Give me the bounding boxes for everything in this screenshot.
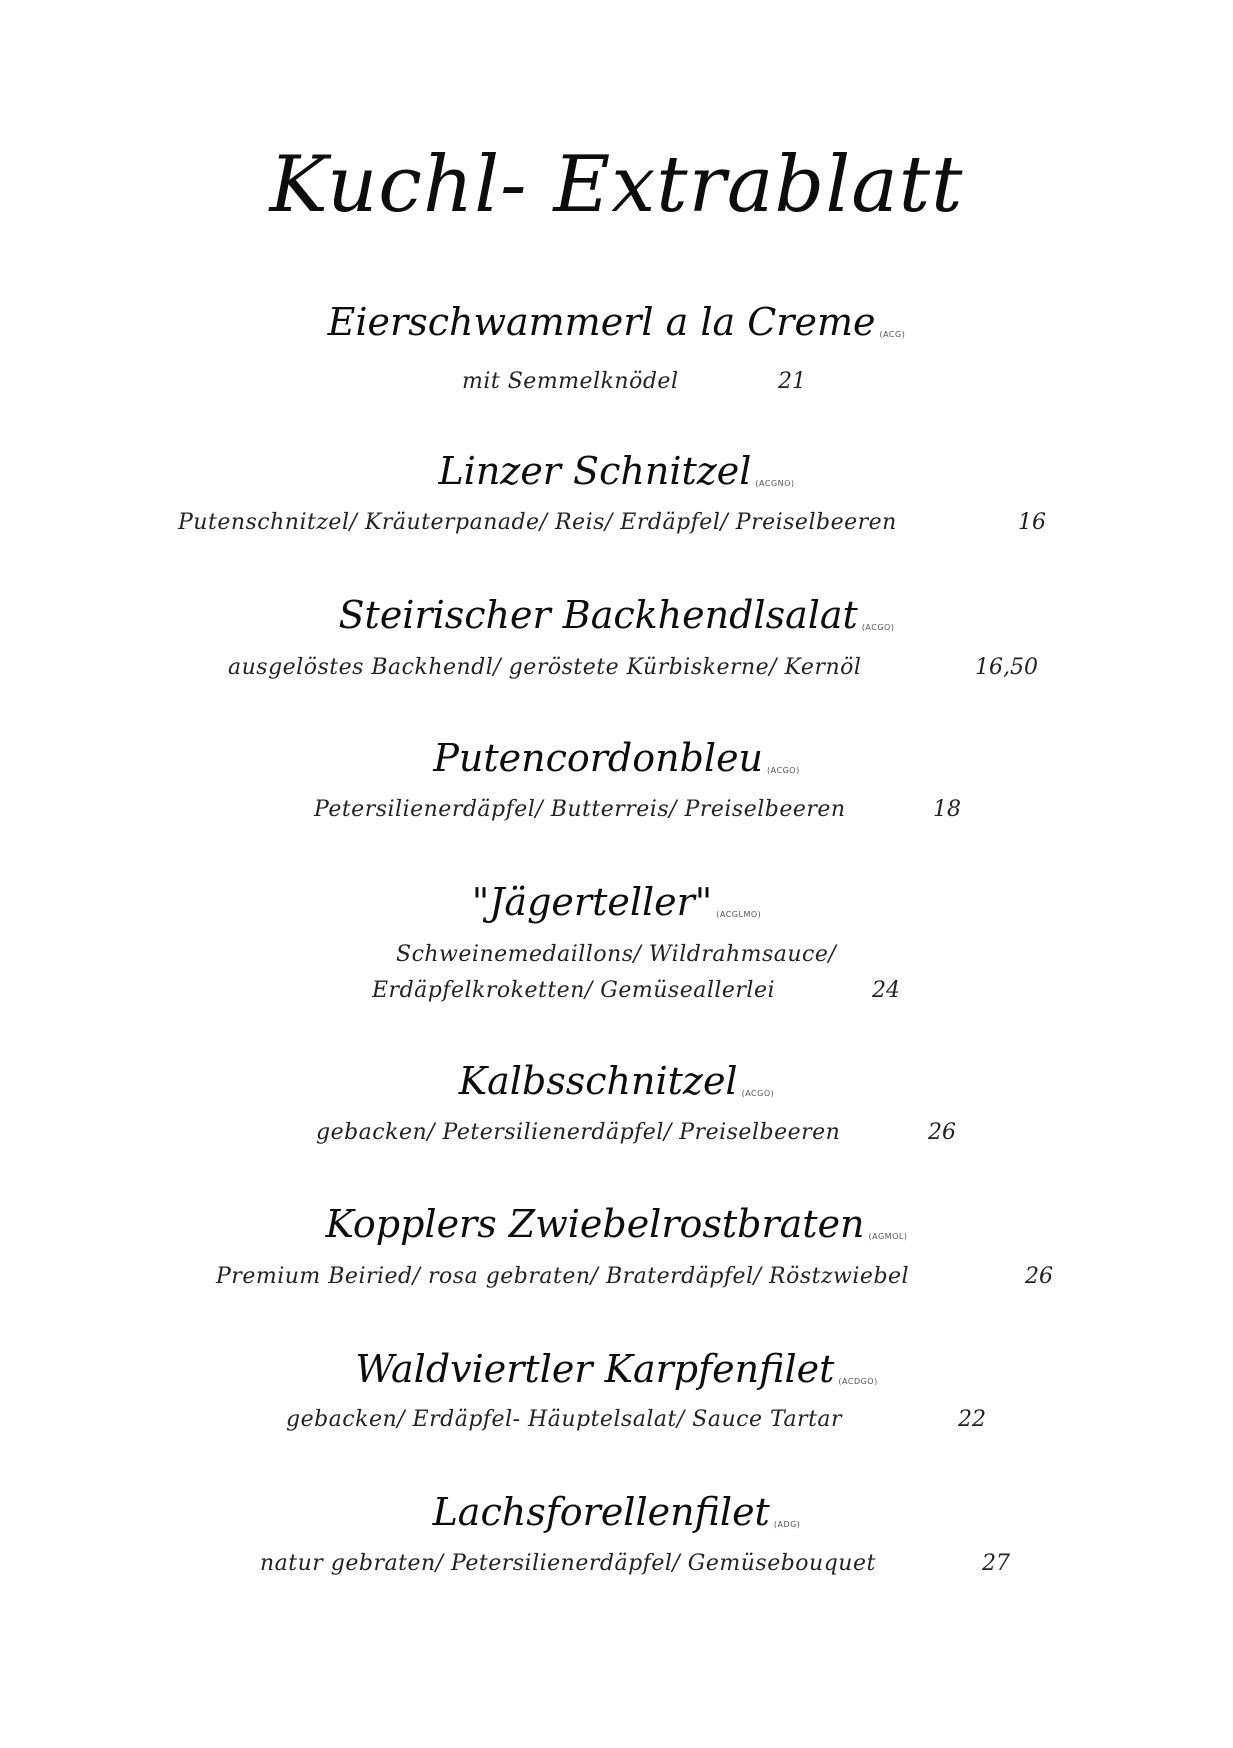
allergen-codes: (ACGO) [861, 623, 895, 632]
dish-description: natur gebraten/ Petersilienerdäpfel/ Gemüsebouquet [260, 1551, 876, 1576]
dish-price: 27 [982, 1551, 1010, 1576]
dish-name [433, 1488, 801, 1549]
dish-name-text: "Jägerteller" [471, 880, 713, 924]
menu-item [0, 734, 1233, 795]
dish-name-text: Waldviertler Karpfenfilet [355, 1347, 835, 1391]
page-title: Kuchl- Extrablatt [269, 140, 964, 230]
allergen-codes: (ACGO) [741, 1089, 775, 1098]
dish-price: 16,50 [975, 655, 1038, 680]
menu-item [0, 1488, 1233, 1549]
allergen-codes: (ACGLMO) [716, 910, 762, 919]
dish-price: 24 [872, 978, 900, 1003]
allergen-codes: (ACG) [879, 330, 906, 339]
dish-description: mit Semmelknödel [462, 369, 679, 394]
dish-name [328, 298, 906, 359]
allergen-codes: (ACDGO) [838, 1377, 878, 1386]
dish-description: Petersilienerdäpfel/ Butterreis/ Preiselbeeren [314, 797, 846, 822]
dish-name [438, 447, 794, 508]
dish-description: Putenschnitzel/ Kräuterpanade/ Reis/ Erdäpfel/ Preiselbeeren [178, 510, 897, 535]
allergen-codes: (AGMOL) [868, 1232, 908, 1241]
dish-price: 26 [928, 1120, 956, 1145]
dish-name-text: Lachsforellenfilet [432, 1490, 770, 1534]
dish-description: Schweinemedaillons/ Wildrahmsauce/ [396, 942, 837, 967]
dish-price: 18 [933, 797, 961, 822]
dish-name [433, 734, 799, 795]
dish-name [339, 591, 895, 652]
dish-name [472, 878, 762, 939]
dish-name [355, 1345, 877, 1406]
dish-name [459, 1057, 775, 1118]
menu-item [0, 298, 1233, 359]
dish-description: ausgelöstes Backhendl/ geröstete Kürbiskerne/ Kernöl [228, 655, 862, 680]
dish-description: gebacken/ Erdäpfel- Häuptelsalat/ Sauce Tartar [286, 1407, 843, 1432]
dish-name-text: Putencordonbleu [433, 736, 764, 780]
allergen-codes: (ADG) [773, 1520, 801, 1529]
dish-price: 26 [1025, 1264, 1053, 1289]
dish-price: 16 [1018, 510, 1046, 535]
dish-name-text: Kopplers Zwiebelrostbraten [325, 1202, 865, 1246]
dish-name-text: Linzer Schnitzel [438, 449, 752, 493]
menu-item [0, 591, 1233, 652]
dish-name-text: Kalbsschnitzel [458, 1059, 738, 1103]
menu-item [0, 1200, 1233, 1261]
dish-description: gebacken/ Petersilienerdäpfel/ Preiselbeeren [316, 1120, 841, 1145]
dish-name [326, 1200, 908, 1261]
allergen-codes: (ACGNO) [755, 479, 795, 488]
menu-item [0, 878, 1233, 939]
menu-item [0, 447, 1233, 508]
menu-item [0, 1345, 1233, 1406]
allergen-codes: (ACGO) [767, 766, 800, 775]
dish-price: 21 [778, 369, 806, 394]
dish-description: Erdäpfelkroketten/ Gemüseallerlei [372, 978, 776, 1003]
dish-price: 22 [958, 1407, 986, 1432]
dish-description: Premium Beiried/ rosa gebraten/ Braterdäpfel/ Röstzwiebel [216, 1264, 910, 1289]
dish-name-text: Eierschwammerl a la Creme [327, 300, 876, 344]
dish-name-text: Steirischer Backhendlsalat [338, 593, 858, 637]
menu-item [0, 1057, 1233, 1118]
